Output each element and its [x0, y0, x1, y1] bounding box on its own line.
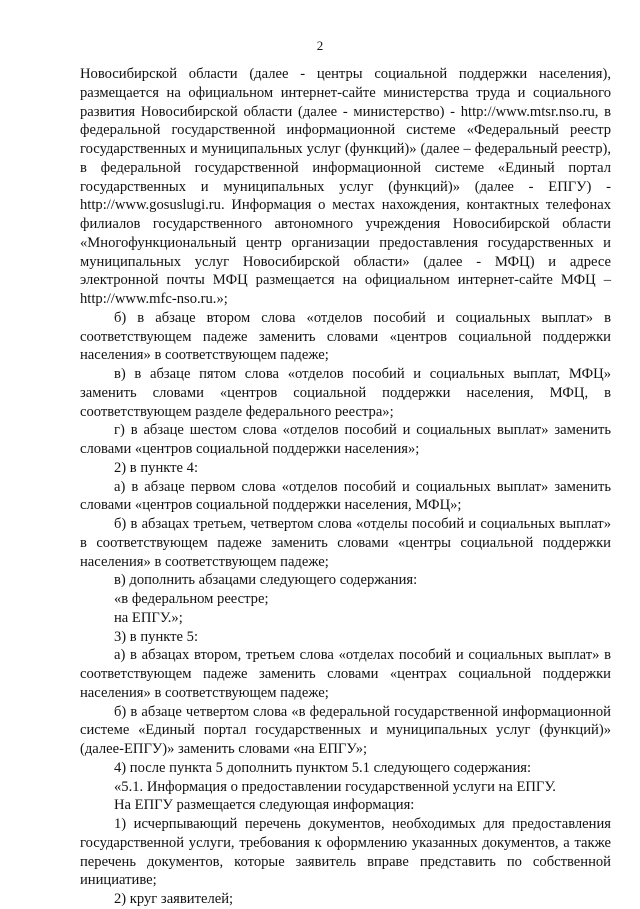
- paragraph-14: 4) после пункта 5 дополнить пунктом 5.1 следующего содержания:: [114, 759, 532, 776]
- paragraph-17: 1) исчерпывающий перечень документов, необходимых для предоставления государственной услуги, требования к оформлению указанных документов, а также перечень документов, которые заявитель вправе представить по собственной инициативе;: [80, 816, 611, 889]
- paragraph-5: 2) в пункте 4:: [114, 459, 199, 476]
- paragraph-7: б) в абзацах третьем, четвертом слова «отделы пособий и социальных выплат» в соответствующем падеже заменить словами «центры социальной поддержки населения» в соответствующем падеже;: [80, 516, 611, 570]
- paragraph-8: в) дополнить абзацами следующего содержания:: [114, 572, 418, 589]
- paragraph-11: 3) в пункте 5:: [114, 628, 199, 645]
- paragraph-2: б) в абзаце втором слова «отделов пособий и социальных выплат» в соответствующем падеже заменить словами «центров социальной поддержки населения» в соответствующем падеже;: [80, 309, 611, 364]
- paragraph-12: а) в абзацах втором, третьем слова «отделах пособий и социальных выплат» в соответствующем падеже заменить словами «центрах социальной поддержки населения» в соответствующем падеже;: [80, 647, 611, 701]
- paragraph-1: Новосибирской области (далее - центры социальной поддержки населения), размещается на официальном интернет-сайте министерства труда и социального развития Новосибирской области (далее - министерство) - http://www.mtsr.nso.ru, в федеральной государственной информационной системе «Федеральный реестр государственных и муниципальных услуг (функций)» (далее – федеральный реестр), в федеральной государственной информационной системе «Единый портал государственных и муниципальных услуг (функций)» (далее - ЕПГУ) - http://www.gosuslugi.ru. Информация о местах нахождения, контактных телефонах филиалов государственного автономного учреждения Новосибирской области «Многофункциональный центр организации предоставления государственных и муниципальных услуг Новосибирской области» (далее - МФЦ) и адресе электронной почты МФЦ размещается на официальном интернет-сайте МФЦ – http://www.mfc-nso.ru.»;: [80, 66, 611, 307]
- page-number: 2: [316, 38, 324, 53]
- paragraph-3: в) в абзаце пятом слова «отделов пособий и социальных выплат, МФЦ» заменить словами «центров социальной поддержки населения, МФЦ, в соответствующем разделе федерального реестра»;: [80, 366, 611, 420]
- paragraph-15: «5.1. Информация о предоставлении государственной услуги на ЕПГУ.: [114, 778, 556, 795]
- paragraph-9: «в федеральном реестре;: [114, 591, 269, 607]
- document-body: [80, 65, 611, 909]
- paragraph-4: г) в абзаце шестом слова «отделов пособий и социальных выплат» заменить словами «центров социальной поддержки населения»;: [80, 422, 611, 457]
- paragraph-13: б) в абзаце четвертом слова «в федеральной государственной информационной системе «Единый портал государственных и муниципальных услуг (функций)» (далее-ЕПГУ)» заменить словами «на ЕПГУ»;: [80, 703, 611, 757]
- paragraph-16: На ЕПГУ размещается следующая информация:: [114, 797, 415, 814]
- paragraph-18: 2) круг заявителей;: [114, 891, 234, 907]
- paragraph-10: на ЕПГУ.»;: [114, 609, 183, 626]
- paragraph-6: а) в абзаце первом слова «отделов пособий и социальных выплат» заменить словами «центров социальной поддержки населения, МФЦ»;: [80, 478, 611, 514]
